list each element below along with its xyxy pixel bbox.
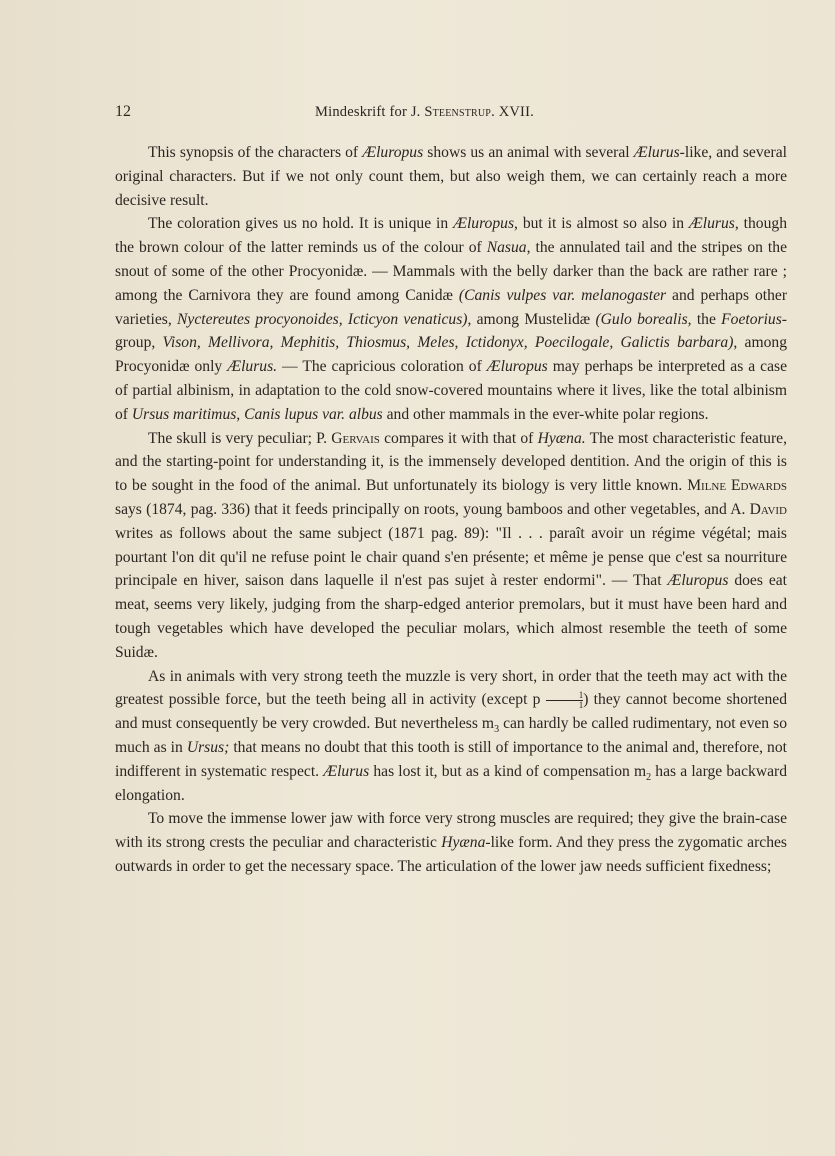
body-text [115, 141, 787, 879]
paragraph-2: The coloration gives us no hold. It is unique in Æluropus, but it is almost so also in Ælurus, though the brown colour of the latter reminds us of the colour of Nasua, the annulated tail and the stripes on the snout of some of the other Procyonidæ. — Mammals with the belly darker than the back are rather rare ; among the Carnivora they are found among Canidæ (Canis vulpes var. melanogaster and perhaps other varieties, Nyctereutes procyonoides, Icticyon venaticus), among Mustelidæ (Gulo borealis, the Foetorius-group, Vison, Mellivora, Mephitis, Thiosmus, Meles, Ictidonyx, Poecilogale, Galictis barbara), among Procyonidæ only Ælurus. — The capricious coloration of Æluropus may perhaps be interpreted as a case of partial albinism, in adaptation to the cold snow-covered mountains where it lives, like the total albinism of Ursus maritimus, Canis lupus var. albus and other mammals in the ever-white polar regions. [115, 215, 788, 423]
paragraph-4: As in animals with very strong teeth the muzzle is very short, in order that the teeth may act with the greatest possible force, but the teeth being all in activity (except p $\frac{1}{1}$ ) they cannot become shortened and must consequently be very crowded. But nevertheless $m_3$ can hardly be called rudimentary, not even so much as in Ursus; that means no doubt that this tooth is still of importance to the animal and, therefore, not indifferent in systematic respect. Ælurus has lost it, but as a kind of compensation $m_2$ has a large backward elongation. [115, 667, 787, 804]
running-head: Mindeskrift for J. Steenstrup. XVII. [315, 104, 534, 120]
paragraph-1: This synopsis of the characters of Æluropus shows us an animal with several Ælurus-like, and several original characters. But if we not only count them, but also weigh them, we can certainly reach a more decisive result. [115, 144, 788, 209]
paragraph-3: The skull is very peculiar; P. Gervais compares it with that of Hyæna. The most characteristic feature, and the starting-point for understanding it, is the immensely developed dentition. And the origin of this is to be sought in the food of the animal. But unfortunately its biology is very little known. Milne Edwards says (1874, pag. 336) that it feeds principally on roots, young bamboos and other vegetables, and A. David writes as follows about the same subject (1871 pag. 89): "Il . . . paraît avoir un régime végétal; mais pourtant l'on dit qu'il ne refuse point le chair quand s'en présente; et même je pense que c'est sa nourriture principale en hiver, saison dans laquelle il n'est pas sujet à rester endormi". — That Æluropus does eat meat, seems very likely, judging from the sharp-edged anterior premolars, but it must have been hard and tough vegetables which have developed the peculiar molars, which almost resemble the teeth of some Suidæ. [115, 429, 788, 661]
page-number: 12 [115, 103, 131, 120]
paragraph-5: To move the immense lower jaw with force very strong muscles are required; they give the brain-case with its strong crests the peculiar and characteristic Hyæna-like form. And they press the zygomatic arches outwards in order to get the necessary space. The articulation of the lower jaw needs sufficient fixedness; [115, 810, 787, 875]
fraction: $\frac{1}{1}$ [546, 691, 584, 710]
page-header [115, 103, 785, 125]
